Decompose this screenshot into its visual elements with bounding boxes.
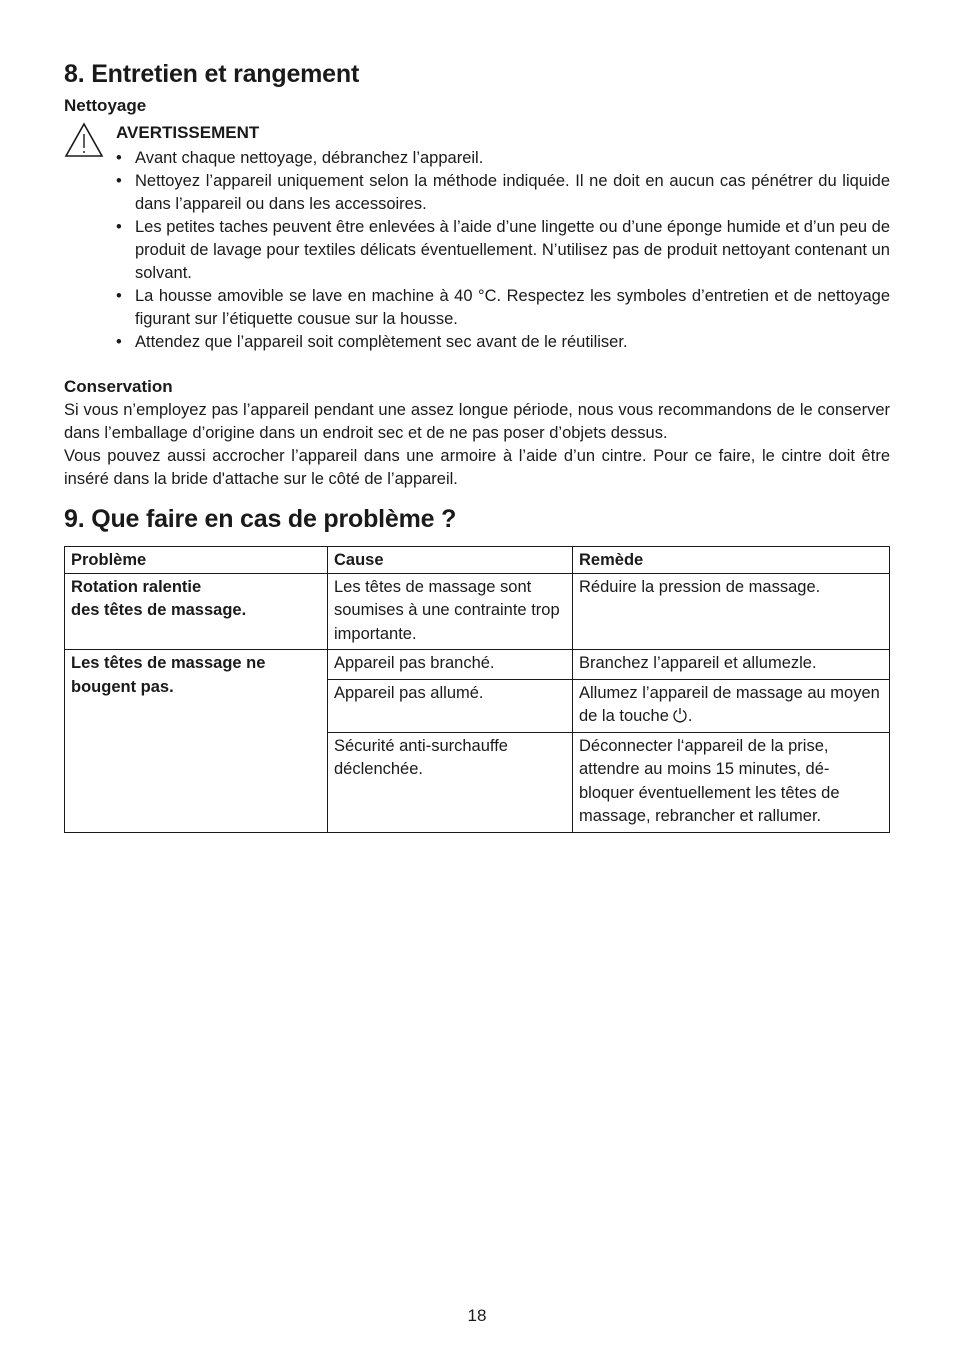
section-8-title: 8. Entretien et rangement — [64, 60, 360, 88]
list-item: • Nettoyez l’appareil uniquement selon la méthode indiquée. Il ne doit en aucun cas pénétrer du liquide dans l’appareil ou dans les accessoires. — [116, 172, 890, 213]
remedy-cell: Allumez l’appareil de massage au moyen de la touche . — [573, 679, 890, 732]
remedy-cell: Branchez l’appareil et allumezle. — [573, 650, 890, 680]
storage-paragraph-1: Si vous n’employez pas l’appareil pendant une assez longue période, nous vous recommandons de le conserver dans l’emballage d’origine dans un endroit sec et de ne pas poser d’objets dessus. — [64, 401, 890, 442]
cleaning-bullet-list — [64, 147, 890, 354]
list-item: • Avant chaque nettoyage, débranchez l’appareil. — [116, 149, 484, 167]
storage-paragraph-2: Vous pouvez aussi accrocher l’appareil dans une armoire à l’aide d’un cintre. Pour ce faire, le cintre doit être inséré dans la bride d'attache sur le côté de l’appareil. — [64, 447, 890, 488]
troubleshooting-table — [64, 546, 890, 833]
list-item: • Attendez que l’appareil soit complètement sec avant de le réutiliser. — [116, 333, 628, 351]
cleaning-heading: Nettoyage — [64, 96, 147, 115]
remedy-cell: Déconnecter l‘appareil de la prise, attendre au moins 15 minutes, dé-bloquer éventuellement les têtes de massage, rebrancher et rallumer. — [573, 732, 890, 832]
cause-cell: Les têtes de massage sont soumises à une contrainte trop importante. — [328, 573, 573, 650]
remedy-cell: Réduire la pression de massage. — [573, 573, 890, 650]
header-remedy: Remède — [573, 547, 890, 574]
problem-cell: Rotation ralentie des têtes de massage. — [65, 573, 328, 650]
cause-cell: Sécurité anti-surchauffe déclenchée. — [328, 732, 573, 832]
table-header-row — [65, 547, 890, 574]
header-problem: Problème — [65, 547, 328, 574]
table-row — [65, 573, 890, 650]
power-button-icon — [672, 707, 688, 723]
section-9-title: 9. Que faire en cas de problème ? — [64, 505, 457, 533]
warning-title: AVERTISSEMENT — [116, 123, 260, 142]
cause-cell: Appareil pas allumé. — [328, 679, 573, 732]
header-cause: Cause — [328, 547, 573, 574]
document-page — [64, 58, 890, 833]
problem-cell: Les têtes de massage ne bougent pas. — [65, 650, 328, 833]
list-item: • Les petites taches peuvent être enlevées à l’aide d’une lingette ou d’une éponge humide et d’un peu de produit de lavage pour textiles délicats éventuellement. N’utilisez pas de produit nettoyant contenant un solvant. — [116, 218, 890, 282]
table-row — [65, 650, 890, 680]
list-item: • La housse amovible se lave en machine à 40 °C. Respectez les symboles d’entretien et de nettoyage figurant sur l’étiquette cousue sur la housse. — [116, 287, 890, 328]
storage-heading: Conservation — [64, 377, 173, 396]
cause-cell: Appareil pas branché. — [328, 650, 573, 680]
page-number: 18 — [467, 1306, 487, 1325]
warning-block — [64, 122, 890, 354]
